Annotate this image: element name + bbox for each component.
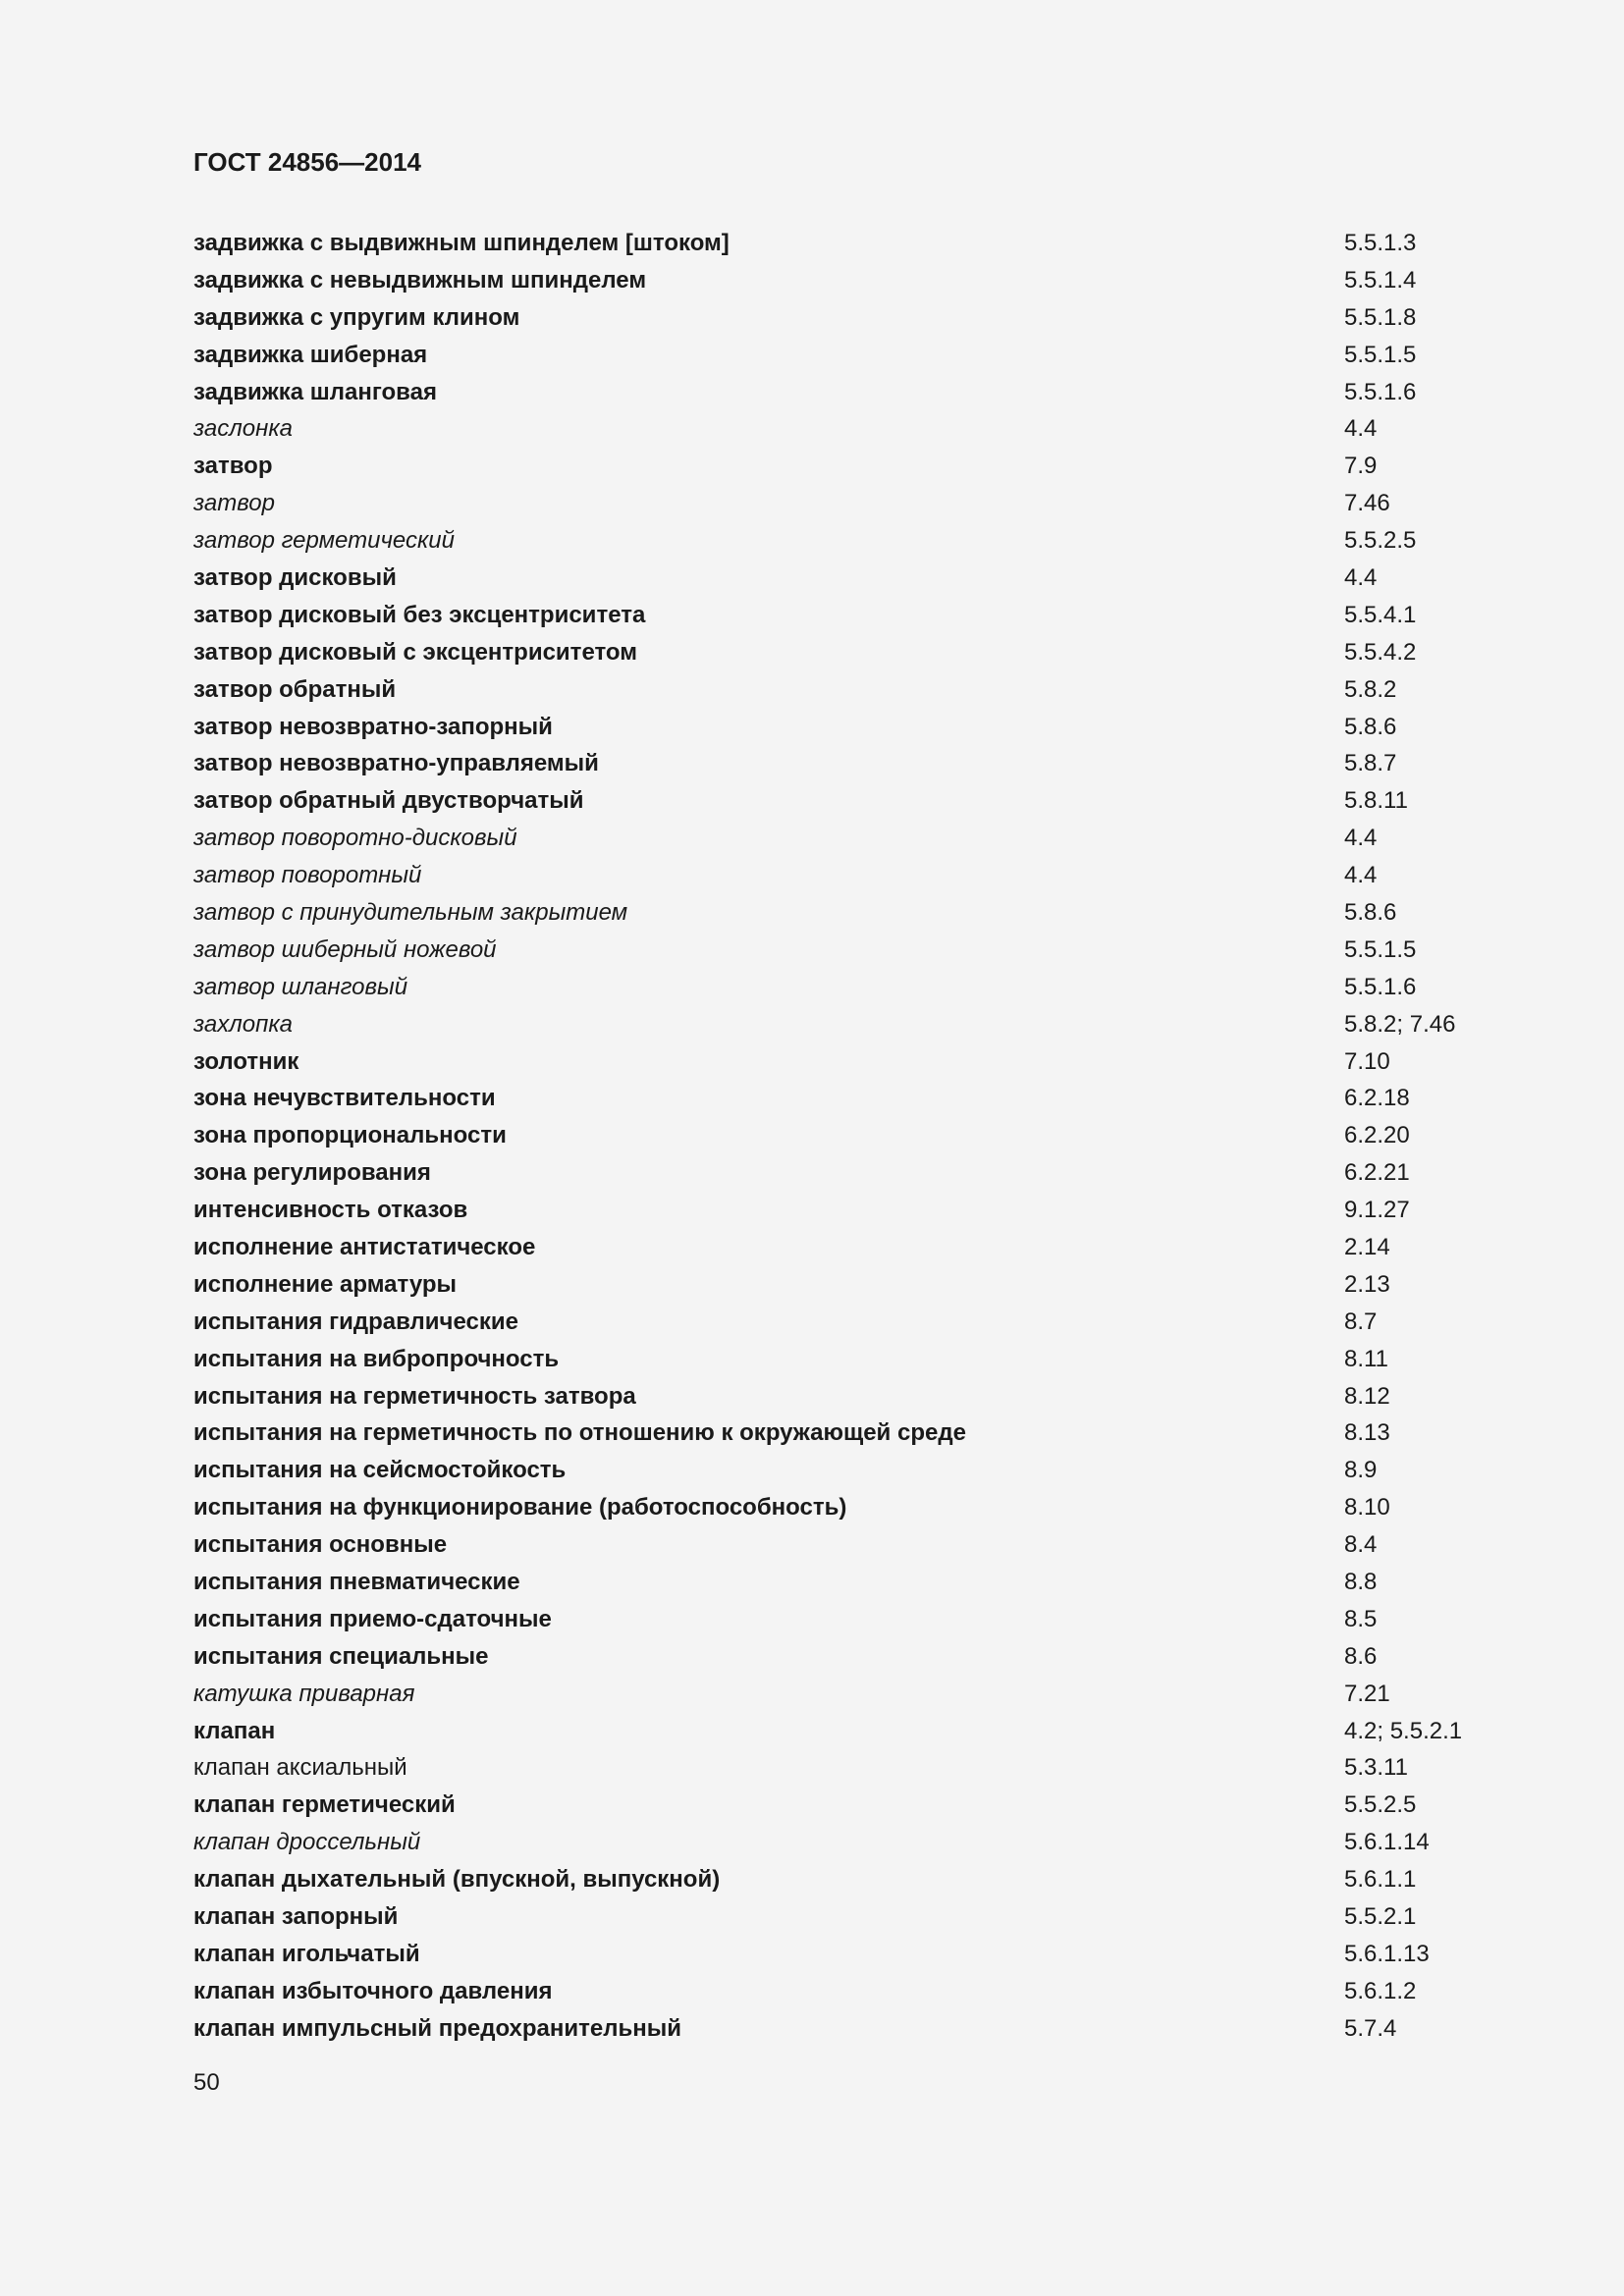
entry-reference: 4.4 xyxy=(1344,415,1378,443)
index-list xyxy=(193,225,1470,2048)
entry-reference: 7.46 xyxy=(1344,490,1390,517)
index-entry xyxy=(193,1898,1470,1936)
index-entry xyxy=(193,410,1470,448)
index-entry xyxy=(193,1824,1470,1861)
entry-term: затвор обратный xyxy=(193,675,397,703)
entry-reference: 8.5 xyxy=(1344,1605,1378,1632)
entry-term: затвор невозвратно-управляемый xyxy=(193,750,599,777)
index-entry xyxy=(193,894,1470,932)
entry-term: заслонка xyxy=(193,415,294,443)
index-entry xyxy=(193,1080,1470,1117)
entry-term: задвижка с невыдвижным шпинделем xyxy=(193,266,647,294)
index-entry xyxy=(193,1936,1470,1973)
entry-term: клапан xyxy=(193,1717,276,1744)
index-entry xyxy=(193,262,1470,299)
entry-term: испытания пневматические xyxy=(193,1569,520,1595)
entry-term: испытания на сейсмостойкость xyxy=(193,1457,567,1484)
entry-term: задвижка шланговая xyxy=(193,378,437,405)
entry-reference: 5.6.1.14 xyxy=(1344,1829,1430,1856)
document-title: ГОСТ 24856—2014 xyxy=(193,147,421,177)
entry-reference: 6.2.18 xyxy=(1344,1085,1410,1112)
index-entry xyxy=(193,634,1470,671)
entry-term: испытания на функционирование (работоспособность) xyxy=(193,1494,847,1522)
entry-reference: 9.1.27 xyxy=(1344,1197,1410,1224)
entry-reference: 8.11 xyxy=(1344,1345,1388,1372)
entry-term: интенсивность отказов xyxy=(193,1197,468,1224)
entry-term: затвор невозвратно-запорный xyxy=(193,713,553,740)
index-entry xyxy=(193,1526,1470,1564)
index-entry xyxy=(193,1713,1470,1750)
entry-term: затвор герметический xyxy=(193,527,455,555)
index-entry xyxy=(193,1304,1470,1341)
entry-term: зона пропорциональности xyxy=(193,1122,507,1149)
entry-term: испытания гидравлические xyxy=(193,1308,518,1335)
entry-term: задвижка с упругим клином xyxy=(193,303,520,331)
entry-term: затвор поворотный xyxy=(193,862,422,889)
entry-term: задвижка шиберная xyxy=(193,341,428,368)
page-number: 50 xyxy=(193,2069,220,2096)
entry-reference: 4.4 xyxy=(1344,563,1378,591)
index-entry xyxy=(193,1117,1470,1154)
index-entry xyxy=(193,2010,1470,2048)
entry-reference: 5.5.1.3 xyxy=(1344,229,1417,256)
index-entry xyxy=(193,1861,1470,1898)
index-entry xyxy=(193,374,1470,411)
entry-reference: 5.7.4 xyxy=(1344,2014,1397,2042)
entry-reference: 5.5.1.5 xyxy=(1344,341,1417,368)
entry-term: испытания приемо-сдаточные xyxy=(193,1605,552,1632)
index-entry xyxy=(193,1638,1470,1676)
index-entry xyxy=(193,1043,1470,1081)
index-entry xyxy=(193,1415,1470,1453)
entry-reference: 5.8.2 xyxy=(1344,675,1397,703)
entry-term: испытания специальные xyxy=(193,1642,489,1670)
entry-reference: 7.21 xyxy=(1344,1680,1390,1707)
entry-reference: 8.13 xyxy=(1344,1419,1390,1447)
index-entry xyxy=(193,1750,1470,1788)
entry-term: клапан дыхательный (впускной, выпускной) xyxy=(193,1866,721,1894)
index-entry xyxy=(193,1452,1470,1489)
entry-term: захлопка xyxy=(193,1010,294,1038)
entry-term: золотник xyxy=(193,1047,299,1075)
entry-term: испытания на герметичность затвора xyxy=(193,1382,636,1410)
entry-term: испытания на герметичность по отношению к окружающей среде xyxy=(193,1419,966,1447)
entry-term: зона нечувствительности xyxy=(193,1085,496,1112)
entry-term: затвор дисковый xyxy=(193,563,397,591)
entry-term: клапан импульсный предохранительный xyxy=(193,2014,681,2042)
index-entry xyxy=(193,522,1470,560)
index-entry xyxy=(193,969,1470,1006)
entry-term: клапан герметический xyxy=(193,1791,456,1819)
entry-reference: 4.4 xyxy=(1344,862,1378,889)
entry-reference: 5.6.1.2 xyxy=(1344,1977,1417,2004)
entry-reference: 4.2; 5.5.2.1 xyxy=(1344,1717,1463,1744)
entry-reference: 8.4 xyxy=(1344,1531,1378,1559)
entry-reference: 2.14 xyxy=(1344,1233,1390,1260)
entry-reference: 5.5.1.6 xyxy=(1344,378,1417,405)
entry-reference: 5.8.7 xyxy=(1344,750,1397,777)
entry-term: испытания на вибропрочность xyxy=(193,1345,560,1372)
entry-reference: 5.5.1.8 xyxy=(1344,303,1417,331)
index-entry xyxy=(193,820,1470,857)
entry-term: клапан дроссельный xyxy=(193,1829,421,1856)
index-entry xyxy=(193,1266,1470,1304)
entry-term: клапан избыточного давления xyxy=(193,1977,553,2004)
index-entry xyxy=(193,1006,1470,1043)
entry-term: зона регулирования xyxy=(193,1159,431,1187)
entry-reference: 6.2.20 xyxy=(1344,1122,1410,1149)
index-entry xyxy=(193,1192,1470,1229)
entry-term: затвор дисковый с эксцентриситетом xyxy=(193,638,638,666)
entry-reference: 8.12 xyxy=(1344,1382,1390,1410)
entry-reference: 8.8 xyxy=(1344,1569,1378,1595)
entry-reference: 5.8.6 xyxy=(1344,898,1397,926)
entry-reference: 5.6.1.13 xyxy=(1344,1940,1430,1967)
index-entry xyxy=(193,448,1470,485)
index-entry xyxy=(193,597,1470,634)
index-entry xyxy=(193,1787,1470,1824)
index-entry xyxy=(193,745,1470,782)
entry-reference: 8.7 xyxy=(1344,1308,1378,1335)
entry-term: затвор шиберный ножевой xyxy=(193,935,497,963)
entry-reference: 5.5.2.5 xyxy=(1344,1791,1417,1819)
index-entry xyxy=(193,857,1470,894)
entry-reference: 8.9 xyxy=(1344,1457,1378,1484)
entry-reference: 5.5.4.2 xyxy=(1344,638,1417,666)
entry-reference: 5.8.2; 7.46 xyxy=(1344,1010,1456,1038)
entry-term: исполнение арматуры xyxy=(193,1270,458,1298)
entry-term: исполнение антистатическое xyxy=(193,1233,536,1260)
index-entry xyxy=(193,709,1470,746)
index-entry xyxy=(193,1154,1470,1192)
entry-reference: 5.5.1.5 xyxy=(1344,935,1417,963)
entry-term: клапан аксиальный xyxy=(193,1754,407,1782)
index-entry xyxy=(193,485,1470,522)
entry-reference: 5.8.6 xyxy=(1344,713,1397,740)
entry-reference: 8.6 xyxy=(1344,1642,1378,1670)
index-entry xyxy=(193,560,1470,597)
entry-term: испытания основные xyxy=(193,1531,448,1559)
entry-term: задвижка с выдвижным шпинделем [штоком] xyxy=(193,229,730,256)
entry-term: затвор поворотно-дисковый xyxy=(193,825,517,852)
entry-term: клапан запорный xyxy=(193,1903,399,1931)
index-entry xyxy=(193,299,1470,337)
index-entry xyxy=(193,1676,1470,1713)
entry-term: клапан игольчатый xyxy=(193,1940,420,1967)
entry-reference: 5.6.1.1 xyxy=(1344,1866,1417,1894)
entry-reference: 2.13 xyxy=(1344,1270,1390,1298)
entry-term: затвор обратный двустворчатый xyxy=(193,787,584,815)
entry-reference: 5.3.11 xyxy=(1344,1754,1408,1782)
index-entry xyxy=(193,1378,1470,1415)
entry-reference: 4.4 xyxy=(1344,825,1378,852)
entry-term: затвор xyxy=(193,453,273,480)
index-entry xyxy=(193,1601,1470,1638)
entry-term: затвор с принудительным закрытием xyxy=(193,898,628,926)
entry-reference: 6.2.21 xyxy=(1344,1159,1410,1187)
entry-reference: 5.8.11 xyxy=(1344,787,1408,815)
index-entry xyxy=(193,782,1470,820)
entry-term: затвор xyxy=(193,490,275,517)
index-entry xyxy=(193,225,1470,262)
index-entry xyxy=(193,337,1470,374)
index-entry xyxy=(193,1229,1470,1266)
entry-reference: 5.5.2.5 xyxy=(1344,527,1417,555)
entry-reference: 7.9 xyxy=(1344,453,1378,480)
entry-reference: 8.10 xyxy=(1344,1494,1390,1522)
index-entry xyxy=(193,1489,1470,1526)
entry-reference: 5.5.2.1 xyxy=(1344,1903,1417,1931)
entry-reference: 5.5.1.6 xyxy=(1344,973,1417,1000)
entry-reference: 5.5.4.1 xyxy=(1344,601,1417,628)
index-entry xyxy=(193,932,1470,969)
index-entry xyxy=(193,671,1470,709)
index-entry xyxy=(193,1564,1470,1601)
entry-reference: 7.10 xyxy=(1344,1047,1390,1075)
index-entry xyxy=(193,1973,1470,2010)
entry-term: затвор шланговый xyxy=(193,973,408,1000)
entry-reference: 5.5.1.4 xyxy=(1344,266,1417,294)
entry-term: катушка приварная xyxy=(193,1680,415,1707)
index-entry xyxy=(193,1341,1470,1378)
entry-term: затвор дисковый без эксцентриситета xyxy=(193,601,646,628)
